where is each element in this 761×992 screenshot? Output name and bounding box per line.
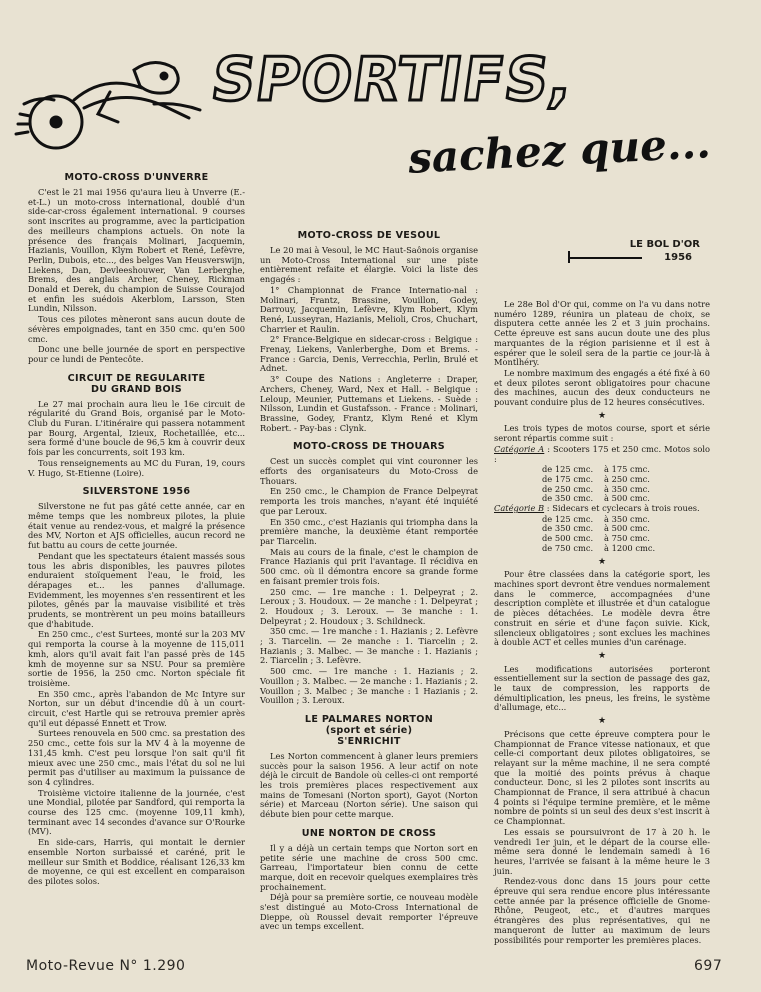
paragraph: Tous renseignements au MC du Furan, 19, cours V. Hugo, St-Etienne (Loire).: [28, 457, 245, 478]
paragraph: Le 28e Bol d'Or qui, comme on l'a vu dans notre numéro 1289, réunira un plateau de choix, se disputera cette année les 2 et 3 juin prochains. Cette épreuve est sans aucun doute une des plus marquantes de la région parisienne et il est à espérer que le soleil sera de la partie ce jour-là à Montlhéry.: [494, 299, 710, 368]
article-title: MOTO-CROSS DE VESOUL: [297, 230, 441, 241]
column-1: [28, 172, 245, 888]
category-row: de 175 cmc. à 250 cmc.: [542, 473, 650, 484]
star-separator: ★: [597, 410, 607, 421]
paragraph: Le 20 mai à Vesoul, le MC Haut-Saônois organise un Moto-Cross International sur une piste entièrement refaite et élargie. Voici la liste des engagés :: [260, 245, 478, 285]
paragraph: Pour être classées dans la catégorie sport, les machines sport devront être vendues normalement dans le commerce, accompagnées d'une description complète et illustrée et d'un catalogue de pièces détachées. Le modèle devra être construit en série et d'une façon suivie. Kick, silencieux obligatoires ; sont exclues les machines à double ACT et celles munies d'un carénage.: [494, 569, 710, 648]
paragraph: Précisons que cette épreuve comptera pour le Championnat de France vitesse nationaux, et que celle-ci comportant deux pilotes obligatoires, se relayant sur la même machine, il ne sera compté que la moitié des points prévus à chaque conducteur. Donc, si les 2 pilotes sont inscrits au Championnat de France, il sera attribué à chacun 4 points si l'équipe termine première, et le même nombre de points si un seul des deux s'est inscrit à ce Championnat.: [494, 728, 710, 827]
paragraph: En side-cars, Harris, qui montait le dernier ensemble Norton surbaissé et caréné, prit le meilleur sur Smith et Boddice, réalisant 126,33 km de moyenne, ce qui est excellent en comparaison des pilotes solos.: [28, 837, 245, 886]
category-row: de 250 cmc. à 350 cmc.: [542, 483, 650, 494]
bol-dor-heading: [560, 238, 700, 264]
paragraph: En 350 cmc., c'est Hazianis qui triompha dans la première manche, la deuxième étant remportée par Tiarcelin.: [260, 516, 478, 546]
results-paragraph: 500 cmc. — 1re manche : 1. Hazianis ; 2. Vouillon ; 3. Malbec. — 2e manche : 1. Hazianis ; 2. Vouillon ; 3. Malbec ; 3e manche : 1 Hazianis ; 2. Vouillon ; 3. Leroux.: [260, 666, 478, 706]
paragraph: En 350 cmc., après l'abandon de Mc Intyre sur Norton, sur un début d'incendie dû à un court-circuit, c'est Hartle qui se retrouva premier après qu'il eut dépassé Ennett et Trow.: [28, 688, 245, 728]
paragraph: Tous ces pilotes mèneront sans aucun doute de sévères empoignades, tant en 350 cmc. qu'en 500 cmc.: [28, 314, 245, 344]
star-separator: ★: [597, 556, 607, 567]
paragraph: En 250 cmc., le Champion de France Delpeyrat remporta les trois manches, n'ayant été inquiété que par Leroux.: [260, 486, 478, 516]
paragraph: C'est le 21 mai 1956 qu'aura lieu à Unverre (E.-et-L.) un moto-cross international, doublé d'un side-car-cross également international. 9 courses sont inscrites au programme, avec la participation des meilleurs champions actuels. On note la présence des français Molinari, Jacquemin, Hazianis, Vouillon, Klym Robert et René, Lefèvre, Perlin, Dubois, etc..., des belges Van Heusverswijn, Liekens, Dan, Devleeshouwer, Van Lerberghe, Brems, des anglais Archer, Cheney, Rickman Donald et Derek, du champion de Suisse Courajod et enfin les suédois Akerblom, Larsson, Sten Lundin, Nilsson.: [28, 187, 245, 314]
paragraph: Donc une belle journée de sport en perspective pour ce lundi de Pentecôte.: [28, 344, 245, 364]
paragraph: Les essais se poursuivront de 17 à 20 h. le vendredi 1er juin, et le départ de la course elle-même sera donné le lendemain samedi à 16 heures, l'arrivée se faisant à la même heure le 3 juin.: [494, 826, 710, 876]
article-title: LE PALMARES NORTON (sport et série) S'ENRICHIT: [304, 713, 434, 747]
paragraph: En 250 cmc., c'est Surtees, monté sur la 203 MV qui remporta la course à la moyenne de 115,011 kmh, alors qu'il avait fait l'an passé près de 145 kmh de moyenne sur sa NSU. Pour sa première sortie de 1956, la 250 cmc. Norton spéciale fit troisième.: [28, 629, 245, 688]
star-separator: ★: [597, 650, 607, 661]
star-separator: ★: [597, 716, 607, 727]
paragraph: Les Norton commencent à glaner leurs premiers succès pour la saison 1956. A leur actif on note déjà le circuit de Bandole où celles-ci ont remporté les trois premières places respectivement aux mains de Tomesani (Norton sport), Gayot (Norton série) et Marceau (Norton série). Une saison qui débute bien pour cette marque.: [260, 750, 478, 820]
paragraph: Cest un succès complet qui vint couronner les efforts des organisateurs du Moto-Cross de Thouars.: [260, 456, 478, 486]
paragraph: Les trois types de motos course, sport et série seront répartis comme suit :: [494, 423, 710, 444]
category-row: de 500 cmc. à 750 cmc.: [542, 533, 650, 544]
heading-rule-tick: [568, 251, 570, 263]
paragraph: Pendant que les spectateurs étaient massés sous tous les abris disponibles, les pauvres pilotes enduraient stoïquement l'eau, le froid, les dérapages et... les pannes d'allumage. Evidemment, les moyennes s'en ressentirent et les pilotes, gênés par la mauvaise visibilité et très prudents, se montrèrent un peu moins batailleurs que d'habitude.: [28, 550, 245, 629]
category-row: de 125 cmc. à 350 cmc.: [542, 513, 650, 524]
paragraph: Troisième victoire italienne de la journée, c'est une Mondial, pilotée par Sandford, qui remporta la course des 125 cmc. (moyenne 109,11 kmh), terminant avec 14 secondes d'avance sur O'Rourke (MV).: [28, 787, 245, 837]
paragraph: Les modifications autorisées porteront essentiellement sur la section de passage des gaz, le taux de compression, les rapports de démultiplication, les pneus, les freins, le système d'allumage, etc...: [494, 663, 710, 713]
paragraph: Le nombre maximum des engagés a été fixé à 60 et deux pilotes seront obligatoires pour chacune des machines, aucun des deux conducteurs ne pouvant conduire plus de 12 heures consécutives.: [494, 367, 710, 408]
article-year: 1956: [664, 252, 692, 263]
column-2: [260, 230, 478, 933]
paragraph: Surtees renouvela en 500 cmc. sa prestation des 250 cmc., cette fois sur la MV 4 à la moyenne de 131,45 kmh. C'est peu lorsque l'on sait qu'il fit mieux avec une 250 cmc., mais l'état du sol ne lui permit pas d'utiliser au maximum la puissance de son 4 cylindres.: [28, 728, 245, 787]
article-title: MOTO-CROSS D'UNVERRE: [64, 172, 209, 183]
category-b: Catégorie B : Sidecars et cyclecars à trois roues.: [494, 503, 700, 514]
paragraph: Déjà pour sa première sortie, ce nouveau modèle s'est distingué au Moto-Cross International de Dieppe, où Roussel devait remporter l'épreuve avec un temps excellent.: [260, 892, 478, 932]
paragraph: 2° France-Belgique en sidecar-cross : Belgique : Frenay, Liekens, Vanlerberghe, Dom et Brems. - France : Garcia, Denis, Verrecchia, Perlin, Brulé et Adnet.: [260, 334, 478, 374]
paragraph: 1° Championnat de France Internatio-nal : Molinari, Frantz, Brassine, Vouillon, Godey, Darrouy, Jacquemin, Lefèvre, Klym Robert, Klym René, Lusseyran, Hazianis, Melioli, Cros, Chuchart, Charrier et Raulin.: [260, 284, 478, 334]
heading-rule: [568, 257, 642, 259]
category-row: de 350 cmc. à 500 cmc.: [542, 493, 650, 504]
motorcycle-rider-illustration: [14, 48, 214, 158]
category-row: de 350 cmc. à 500 cmc.: [542, 523, 650, 534]
category-row: de 125 cmc. à 175 cmc.: [542, 464, 650, 475]
paragraph: Rendez-vous donc dans 15 jours pour cette épreuve qui sera rendue encore plus intéressante cette année par la présence officielle de Gnome-Rhône, Peugeot, etc., et d'autres marques étrangères des plus représentatives, qui ne manqueront de lutter au maximum de leurs possibilités pour remporter les premières places.: [494, 876, 710, 945]
page-subtitle: sachez que...: [406, 118, 712, 183]
article-title: LE BOL D'OR: [629, 239, 700, 250]
paragraph: Mais au cours de la finale, c'est le champion de France Hazianis qui prit l'avantage. Il récidiva en 500 cmc. où il démontra encore sa grande forme en faisant premier trois fois.: [260, 546, 478, 586]
category-a: Catégorie A : Scooters 175 et 250 cmc. Motos solo :: [494, 443, 710, 464]
page-title: SPORTIFS,: [207, 45, 578, 115]
article-title: CIRCUIT DE REGULARITE DU GRAND BOIS: [67, 372, 206, 395]
paragraph: Silverstone ne fut pas gâté cette année, car en même temps que les nombreux pilotes, la pluie était venue au rendez-vous, et malgré la présence des MV, Norton et AJS officielles, aucun record ne fut battu au cours de cette journée.: [28, 501, 245, 551]
article-title: SILVERSTONE 1956: [82, 486, 191, 498]
paragraph: Le 27 mai prochain aura lieu le 16e circuit de régularité du Grand Bois, organisé par le Moto-Club du Furan. L'itinéraire qui passera notamment par Bourg, Argental, Izieux, Rochetaillée, etc... sera formé d'une boucle de 96,5 km à couvrir deux fois par les concurrents, soit 193 km.: [28, 398, 245, 458]
paragraph: Il y a déjà un certain temps que Norton sort en petite série une machine de cross 500 cmc. Garreau, l'importateur bien connu de cette marque, doit en recevoir quelques exemplaires très prochainement.: [260, 842, 478, 892]
category-row: de 750 cmc. à 1200 cmc.: [542, 542, 656, 553]
column-3: [494, 300, 710, 946]
results-paragraph: 250 cmc. — 1re manche : 1. Delpeyrat ; 2. Leroux ; 3. Houdoux. — 2e manche : 1. Delpeyrat ; 2. Houdoux ; 3. Leroux. — 3e manche : 1. Delpeyrat ; 2. Houdoux ; 3. Schildneck.: [260, 586, 478, 626]
paragraph: 3° Coupe des Nations : Angleterre : Draper, Archers, Cheney, Ward, Nex et Hall. - Belgique : Leloup, Meunier, Puttemans et Liekens. - Suède : Nilsson, Lundin et Gustafsson. - France : Molinari, Brassine, Godey, Frantz, Klym René et Klym Robert. - Pay-bas : Clynk.: [260, 374, 478, 433]
page-number: 697: [694, 958, 723, 974]
magazine-issue: Moto-Revue N° 1.290: [26, 958, 186, 974]
results-paragraph: 350 cmc. — 1re manche : 1. Hazianis ; 2. Lefèvre ; 3. Tiarcelin. — 2e manche : 1. Tiarcelin ; 2. Hazianis ; 3. Malbec. — 3e manche : 1. Hazianis ; 2. Tiarcelin ; 3. Lefèvre.: [260, 626, 478, 666]
article-title: UNE NORTON DE CROSS: [301, 827, 437, 839]
article-title: MOTO-CROSS DE THOUARS: [293, 441, 445, 453]
